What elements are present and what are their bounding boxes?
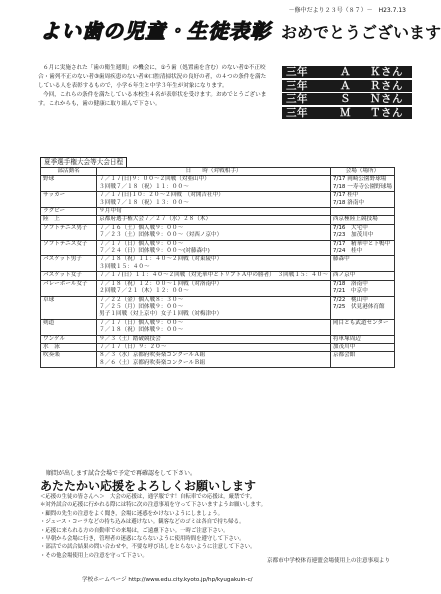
venue-line: 7/24 桂中 bbox=[332, 248, 363, 255]
award-banner bbox=[40, 15, 441, 44]
club-cell: 卓球 bbox=[41, 296, 97, 319]
datetime-line: ７／１７(日）１１：４０～２回戦（対光華中とトリプトＡ中の勝者） ３回戦１５：４０～ bbox=[99, 272, 328, 279]
award-row bbox=[282, 93, 412, 105]
venue-line: 将軍塚周辺 bbox=[332, 335, 361, 342]
venue-line: 7/18 一寿寺公園野球場 bbox=[332, 183, 392, 190]
venue-cell bbox=[330, 256, 394, 272]
venue-cell bbox=[330, 192, 394, 208]
venue-line: 7/17 精華中と下鴨中 bbox=[332, 240, 391, 247]
rule-line: ・ジュース・コーラなどの持ち込みは避けない。観客などのゴミは各自で持ち帰る。 bbox=[40, 519, 245, 526]
club-cell: ラグビー bbox=[41, 208, 97, 216]
column-header-club: 部活動名 bbox=[41, 168, 97, 176]
spectator-rules bbox=[40, 493, 390, 560]
datetime-cell bbox=[97, 216, 331, 224]
award-name: Ｒさん bbox=[370, 79, 403, 92]
venue-line: 7/17 岡崎公園野球場 bbox=[332, 176, 387, 183]
cheer-heading: あたたかい応援をよろしくお願いします bbox=[40, 479, 257, 493]
club-cell: 水 泳 bbox=[41, 343, 97, 351]
award-row bbox=[282, 66, 412, 78]
datetime-cell bbox=[97, 192, 331, 208]
datetime-line: 京都府選手権大会７／２７（水）２８（木） bbox=[99, 216, 212, 223]
club-cell: 剣道 bbox=[41, 319, 97, 335]
school-homepage-link[interactable]: 学校ホームページ http://www.edu.city.kyoto.jp/hp/kyugakuin-c/ bbox=[82, 577, 253, 583]
club-cell: 野球 bbox=[41, 176, 97, 192]
venue-line: 京都会館 bbox=[332, 352, 356, 359]
datetime-cell bbox=[97, 343, 331, 351]
datetime-line: ７／２５（月）団体戦９：００～ bbox=[99, 303, 184, 310]
column-header-datetime: 日 時（対戦相手） bbox=[97, 168, 331, 176]
rule-line: ・応援に来られる方の自動車での来場は，ご遠慮下さい。一時ご注意下さい。 bbox=[40, 527, 229, 534]
venue-line: 西ノ京中 bbox=[332, 272, 356, 279]
datetime-line: ９／３（土）踏破競技会 bbox=[99, 335, 161, 342]
award-row bbox=[282, 80, 412, 92]
datetime-line: ８／３（水）京都府吹奏楽コンクールＡ組 bbox=[99, 352, 206, 359]
rule-line: ＊対外試合の応援に行かれる際には特に次の注意事項を守って下さいますようお願いします。 bbox=[40, 502, 266, 509]
datetime-line: ７／１７（日）個人戦９：００～ bbox=[99, 240, 184, 247]
award-list bbox=[282, 66, 412, 120]
award-name: Ｋさん bbox=[370, 66, 403, 78]
table-row bbox=[41, 240, 395, 256]
venue-line: 7/21 中京中 bbox=[332, 288, 368, 295]
schedule-note: 順問が出します試合会場で予定で再確認をして下さい。 bbox=[40, 470, 197, 477]
award-grade: 三年 bbox=[286, 66, 308, 78]
venue-cell bbox=[330, 352, 394, 368]
schedule-body bbox=[41, 176, 395, 368]
table-row bbox=[41, 208, 395, 216]
datetime-line: ７／１７（日）個人戦９：００～ bbox=[99, 319, 184, 326]
datetime-cell bbox=[97, 208, 331, 216]
award-class: Ｓ bbox=[340, 93, 351, 105]
datetime-cell bbox=[97, 272, 331, 280]
datetime-line: ７／１８（祝）１２：００～１回戦（対洛南中） bbox=[99, 280, 223, 287]
table-row bbox=[41, 280, 395, 296]
venue-line: 7/16 大宅中 bbox=[332, 224, 368, 231]
datetime-line: ７／２４（日）団体戦９：００～(対藤森中) bbox=[99, 248, 210, 255]
table-row bbox=[41, 335, 395, 343]
datetime-cell bbox=[97, 319, 331, 335]
venue-cell bbox=[330, 240, 394, 256]
venue-cell bbox=[330, 272, 394, 280]
venue-line: 7/22 桃山中 bbox=[332, 296, 368, 303]
datetime-line: ３回戦１５：４０～ bbox=[99, 263, 150, 270]
award-name: Ｔさん bbox=[370, 106, 403, 119]
table-row bbox=[41, 296, 395, 319]
datetime-cell bbox=[97, 240, 331, 256]
datetime-cell bbox=[97, 280, 331, 296]
venue-cell bbox=[330, 335, 394, 343]
venue-line: 7/17 桂中 bbox=[332, 192, 359, 199]
datetime-line: ７／１７(日)９：００～２回戦（対亜山中） bbox=[99, 176, 210, 183]
newsletter-issue-info: －修中だより２３号（８７）－ H23.7.13 bbox=[288, 7, 406, 14]
table-row bbox=[41, 176, 395, 192]
table-row bbox=[41, 343, 395, 351]
rules-source: 京都市中学校体育連盟会場使用上の注意事項より bbox=[266, 558, 390, 564]
award-class: Ａ bbox=[340, 66, 351, 78]
venue-cell bbox=[330, 343, 394, 351]
datetime-line: ９月中旬 bbox=[99, 208, 122, 215]
banner-subtitle: おめでとうございます bbox=[281, 23, 441, 42]
intro-paragraph: 今回，これらの条件を満たしている本校生４名が表彰状を受けます。おめでとうございます。これからも，歯の健康に取り組んで下さい。 bbox=[38, 92, 267, 107]
table-row bbox=[41, 256, 395, 272]
club-cell: 陸 上 bbox=[41, 216, 97, 224]
datetime-cell bbox=[97, 224, 331, 240]
venue-cell bbox=[330, 224, 394, 240]
datetime-line: ３回戦７／１８（祝）１１：００～ bbox=[99, 183, 189, 190]
datetime-line: ２回戦７／２１（木）１２：００～ bbox=[99, 288, 189, 295]
club-cell: ソフトテニス男子 bbox=[41, 224, 97, 240]
venue-cell bbox=[330, 216, 394, 224]
club-cell: バスケット男子 bbox=[41, 256, 97, 272]
table-row bbox=[41, 192, 395, 208]
datetime-line: ８／６（土）京都府吹奏楽コンクールＢ組 bbox=[99, 359, 206, 366]
venue-cell bbox=[330, 296, 394, 319]
datetime-line: ７／２２（金）個人戦８：３０～ bbox=[99, 296, 184, 303]
datetime-line: ３回戦７／１８（祝）１３：００～ bbox=[99, 199, 189, 206]
table-row bbox=[41, 319, 395, 335]
venue-cell bbox=[330, 176, 394, 192]
rule-line: ・早朝から会場に行き，管理者の迷惑にならないように使用時間を遵守して下さい。 bbox=[40, 536, 245, 543]
schedule-title: 夏季選手権大会等大会日程 bbox=[40, 157, 127, 168]
award-class: Ａ bbox=[340, 79, 351, 92]
column-header-venue: 会場（場所） bbox=[330, 168, 394, 176]
datetime-line: 男子１回戦（対上京中）女子１回戦（対梅津中） bbox=[99, 311, 223, 318]
table-row bbox=[41, 272, 395, 280]
award-class: Ｍ bbox=[340, 106, 351, 119]
schedule-table bbox=[40, 167, 395, 368]
datetime-cell bbox=[97, 335, 331, 343]
datetime-cell bbox=[97, 256, 331, 272]
venue-cell bbox=[330, 319, 394, 335]
venue-line: 7/18 洛南中 bbox=[332, 280, 368, 287]
rule-line: ・その他会場使用上の注意を守って下さい。 bbox=[40, 552, 148, 559]
club-cell: ワンゲル bbox=[41, 335, 97, 343]
intro-paragraph: ６月に実施された「歯の衛生週間」の機会に，①う歯（処置歯を含む）のない者②不正咬合・歯列不正のない者③歯周疾患のない者④口腔清掃状況の良好の者，の４つの条件を満たしている人を表彰するもので，小学６年生と中学３年生が対象になります。 bbox=[38, 65, 267, 89]
datetime-line: ７／１７（日）９：２０～ bbox=[99, 343, 167, 350]
rule-line: ・顧問の先生の注意をよく聞き，会場に迷惑をかけないようにしましょう。 bbox=[40, 510, 224, 517]
award-name: Ｎさん bbox=[370, 93, 403, 105]
venue-line: 7/18 洛南中 bbox=[332, 199, 365, 206]
club-cell: サッカー bbox=[41, 192, 97, 208]
table-row bbox=[41, 224, 395, 240]
award-grade: 三年 bbox=[286, 93, 308, 105]
award-grade: 三年 bbox=[286, 106, 308, 119]
rule-line: ・部活での試合結果の問い合わせや，不要な呼び出しをとらないように注意して下さい。 bbox=[40, 544, 256, 551]
datetime-cell bbox=[97, 352, 331, 368]
venue-line: 西京極陸上競技場 bbox=[332, 216, 378, 223]
table-row bbox=[41, 216, 395, 224]
club-cell: ソフトテニス女子 bbox=[41, 240, 97, 256]
venue-line: 岡目とも武道センター bbox=[332, 319, 389, 326]
datetime-line: ７／１７(日)１０：２０～２回戦 （対開吉社中） bbox=[99, 192, 224, 199]
datetime-cell bbox=[97, 176, 331, 192]
venue-line: 7/23 加茂川中 bbox=[332, 232, 374, 239]
datetime-line: ７／１６（土）個人戦９：００～ bbox=[99, 224, 184, 231]
venue-line: 7/25 伏見港体育館 bbox=[332, 303, 385, 310]
datetime-line: ７／１８（祝）１１：４０～２回戦（対東陵中） bbox=[99, 256, 223, 263]
venue-cell bbox=[330, 208, 394, 216]
datetime-line: ７／１８（祝）団体戦９：００～ bbox=[99, 327, 184, 334]
table-row bbox=[41, 352, 395, 368]
intro-text bbox=[38, 64, 268, 109]
award-row bbox=[282, 107, 412, 119]
venue-line: 藤森中 bbox=[332, 256, 350, 263]
club-cell: 吹奏楽 bbox=[41, 352, 97, 368]
club-cell: バレーボール女子 bbox=[41, 280, 97, 296]
venue-line: 加茂川中 bbox=[332, 343, 356, 350]
datetime-line: ７／２３（土）団体戦９：００～（対西ノ京中） bbox=[99, 232, 223, 239]
datetime-cell bbox=[97, 296, 331, 319]
award-grade: 三年 bbox=[286, 79, 308, 92]
club-cell: バスケット女子 bbox=[41, 272, 97, 280]
venue-cell bbox=[330, 280, 394, 296]
rule-line: ＜応援の生徒の皆さんへ＞ 大会の応援は，通学服です！自転車での応援は，厳禁です。 bbox=[40, 494, 256, 500]
banner-title: よい歯の児童・生徒表彰 bbox=[40, 19, 271, 43]
table-header-row bbox=[41, 168, 395, 176]
